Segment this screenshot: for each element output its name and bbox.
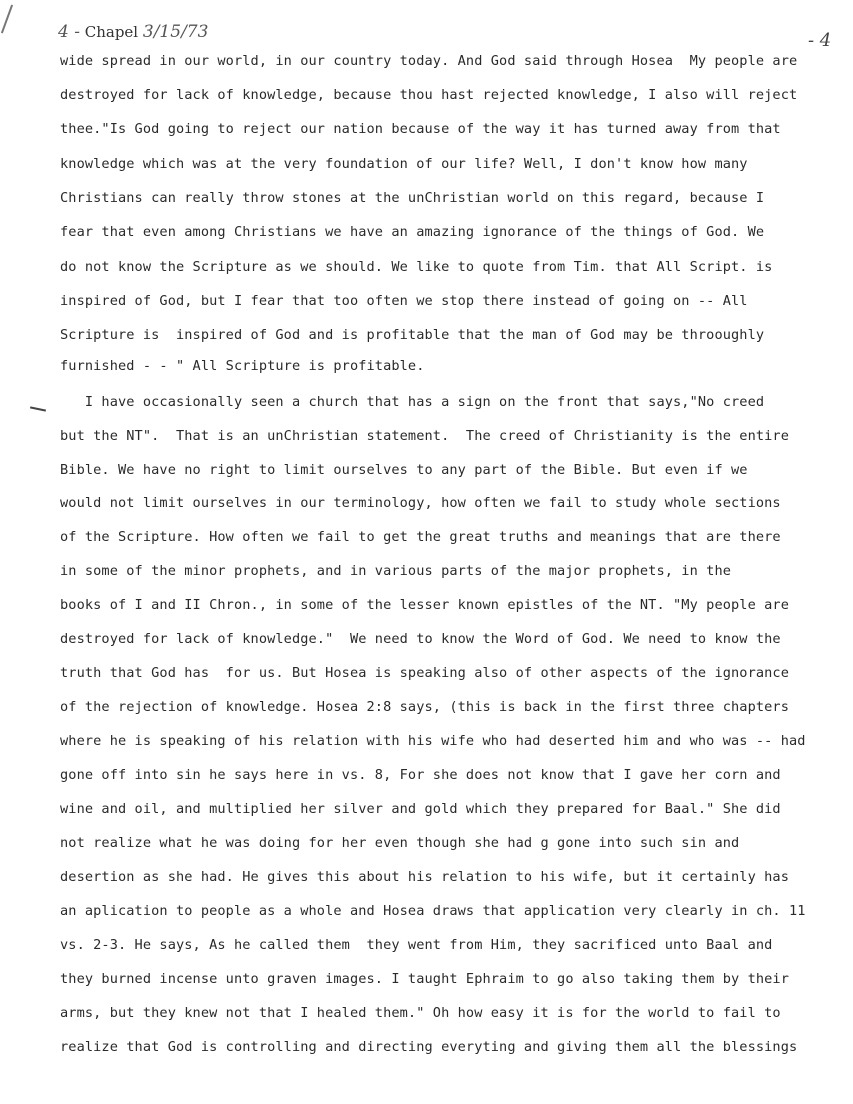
text-line: destroyed for lack of knowledge, because thou hast rejected knowledge, I also will reject [60,87,798,103]
text-line: arms, but they knew not that I healed them." Oh how easy it is for the world to fail to [60,1005,781,1021]
page-prefix: 4 - [58,22,80,42]
text-line: in some of the minor prophets, and in various parts of the major prophets, in the [60,563,732,579]
text-line: desertion as she had. He gives this about his relation to his wife, but it certainly has [60,869,790,885]
page-header [58,22,208,42]
text-line: an aplication to people as a whole and Hosea draws that application very clearly in ch. 11 [60,903,806,919]
text-line: fear that even among Christians we have an amazing ignorance of the things of God. We [60,224,765,240]
text-line: do not know the Scripture as we should. We like to quote from Tim. that All Script. is [60,259,773,275]
text-line: destroyed for lack of knowledge." We need to know the Word of God. We need to know the [60,631,781,647]
text-line: wine and oil, and multiplied her silver and gold which they prepared for Baal." She did [60,801,781,817]
text-line: I have occasionally seen a church that has a sign on the front that says,"No creed [60,394,765,410]
text-line: knowledge which was at the very foundation of our life? Well, I don't know how many [60,156,748,172]
text-line: inspired of God, but I fear that too often we stop there instead of going on -- All [60,293,748,309]
text-line: thee."Is God going to reject our nation because of the way it has turned away from that [60,121,781,137]
text-line: books of I and II Chron., in some of the lesser known epistles of the NT. "My people are [60,597,790,613]
text-line: would not limit ourselves in our terminology, how often we fail to study whole sections [60,495,781,511]
text-line: where he is speaking of his relation with his wife who had deserted him and who was -- had [60,733,806,749]
text-line: they burned incense unto graven images. I taught Ephraim to go also taking them by their [60,971,790,987]
text-line: Christians can really throw stones at the unChristian world on this regard, because I [60,190,765,206]
header-date: 3/15/73 [142,22,209,42]
text-line: Scripture is inspired of God and is profitable that the man of God may be throoughly [60,327,765,343]
text-line: Bible. We have no right to limit ourselves to any part of the Bible. But even if we [60,462,748,478]
margin-tick-mark [30,406,46,411]
text-line: vs. 2-3. He says, As he called them they went from Him, they sacrificed unto Baal and [60,937,773,953]
page-number: - 4 [808,30,832,51]
text-line: realize that God is controlling and directing everyting and giving them all the blessings [60,1039,798,1055]
text-line: not realize what he was doing for her even though she had g gone into such sin and [60,835,740,851]
corner-pen-mark [1,5,13,34]
header-title: Chapel [84,23,139,41]
text-line: of the Scripture. How often we fail to get the great truths and meanings that are there [60,529,781,545]
text-line: furnished - - " All Scripture is profitable. [60,358,425,374]
text-line: truth that God has for us. But Hosea is speaking also of other aspects of the ignorance [60,665,790,681]
text-line: gone off into sin he says here in vs. 8, For she does not know that I gave her corn and [60,767,781,783]
text-line: of the rejection of knowledge. Hosea 2:8 says, (this is back in the first three chapters [60,699,790,715]
text-line: but the NT". That is an unChristian statement. The creed of Christianity is the entire [60,428,790,444]
text-line: wide spread in our world, in our country today. And God said through Hosea My people are [60,53,798,69]
